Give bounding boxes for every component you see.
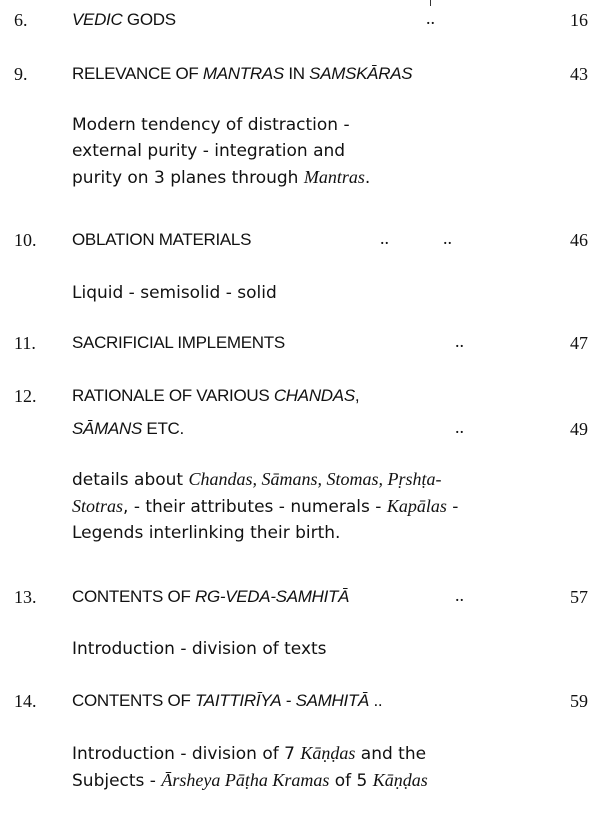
description-line: Liquid - semisolid - solid	[72, 283, 277, 303]
entry-description-13	[72, 636, 572, 662]
entry-leader-dots: ..	[455, 585, 464, 605]
entry-title: CONTENTS OF TAITTIRĪYA - SAMHITĀ ..	[72, 691, 383, 710]
entry-number: 6.	[14, 10, 28, 30]
entry-number: 14.	[14, 691, 37, 711]
entry-number: 13.	[14, 587, 37, 607]
toc-entry-6	[0, 4, 600, 36]
entry-number: 11.	[14, 333, 36, 353]
entry-leader-dots: .. ..	[380, 228, 452, 248]
entry-leader-dots: ..	[455, 417, 464, 437]
entry-number: 9.	[14, 64, 28, 84]
toc-entry-9	[0, 58, 600, 90]
toc-entry-12	[0, 380, 600, 412]
description-line: Subjects - Ārsheya Pāṭha Kramas of 5 Kāṇḍas	[72, 770, 428, 791]
entry-page-number: 59	[570, 691, 588, 711]
entry-title-continued: SĀMANS ETC.	[72, 419, 184, 438]
entry-page-number: 46	[570, 230, 588, 250]
description-line: Legends interlinking their birth.	[72, 523, 341, 543]
description-line: Introduction - division of 7 Kāṇḍas and the	[72, 743, 427, 764]
entry-leader-dots: ..	[455, 331, 464, 351]
entry-description-9	[72, 112, 572, 191]
entry-title: VEDIC GODS	[72, 10, 176, 29]
entry-title: CONTENTS OF RG-VEDA-SAMHITĀ	[72, 587, 350, 606]
toc-entry-11	[0, 327, 600, 359]
entry-description-14	[72, 740, 572, 794]
description-line: details about Chandas, Sāmans, Stomas, Pṛshṭa-	[72, 469, 442, 490]
entry-page-number: 57	[570, 587, 588, 607]
description-line: external purity - integration and	[72, 141, 346, 161]
entry-number: 10.	[14, 230, 37, 250]
entry-page-number: 47	[570, 333, 588, 353]
entry-description-10	[72, 280, 572, 306]
toc-entry-14	[0, 685, 600, 717]
entry-leader-dots: ..	[426, 8, 435, 28]
description-line: Stotras, - their attributes - numerals - Kapālas -	[72, 496, 459, 517]
entry-title: RATIONALE OF VARIOUS CHANDAS,	[72, 386, 360, 405]
entry-page-number: 43	[570, 64, 588, 84]
entry-page-number: 49	[570, 419, 588, 439]
entry-page-number: 16	[570, 10, 588, 30]
description-line: Introduction - division of texts	[72, 639, 327, 659]
entry-number: 12.	[14, 386, 37, 406]
description-line: purity on 3 planes through Mantras.	[72, 167, 371, 188]
toc-entry-13	[0, 581, 600, 613]
entry-title: RELEVANCE OF MANTRAS IN SAMSKĀRAS	[72, 64, 413, 83]
entry-title: SACRIFICIAL IMPLEMENTS	[72, 333, 285, 352]
description-line: Modern tendency of distraction -	[72, 115, 350, 135]
toc-entry-12-continued	[0, 413, 600, 445]
entry-description-12	[72, 466, 572, 546]
entry-title: OBLATION MATERIALS	[72, 230, 252, 249]
toc-entry-10	[0, 224, 600, 256]
